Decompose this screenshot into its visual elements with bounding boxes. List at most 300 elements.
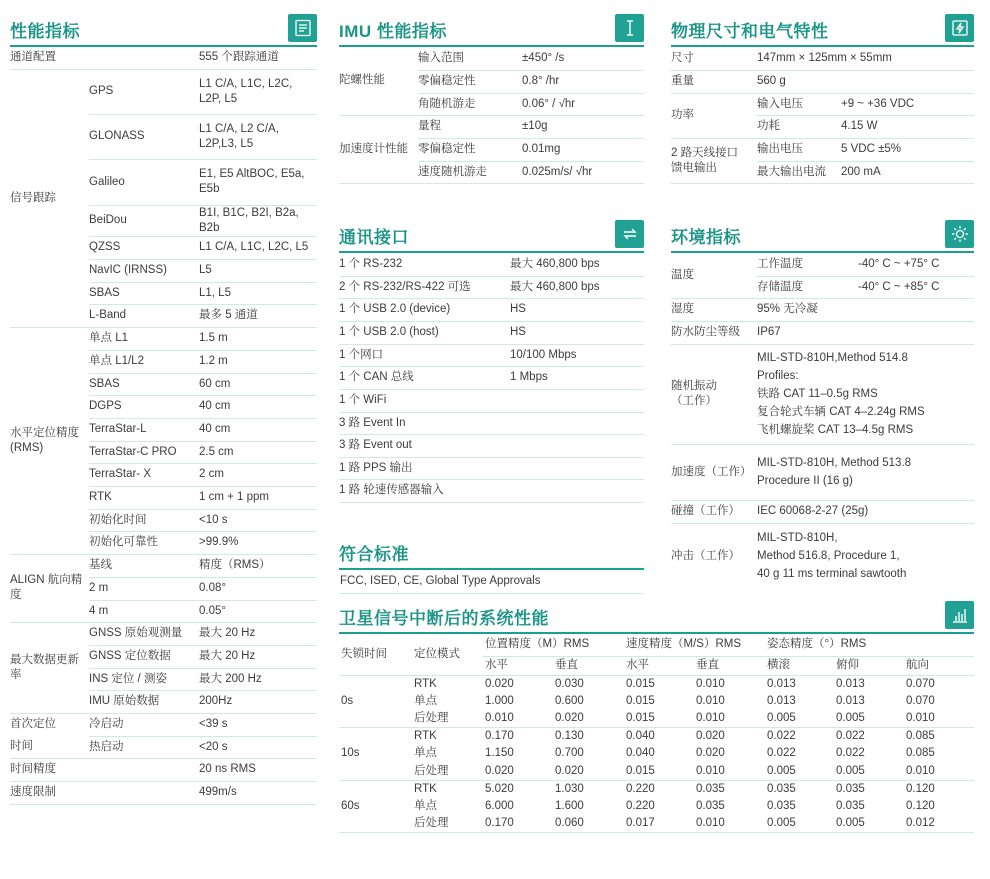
accel-value: ±10g	[522, 115, 644, 138]
temperature-name: 存储温度	[757, 276, 858, 298]
update-label: 最大数据更新率	[10, 622, 89, 713]
update-value: 最大 200 Hz	[199, 668, 317, 690]
value-cell: 0.035	[767, 799, 796, 812]
power-value: 4.15 W	[841, 115, 974, 138]
performance-header	[10, 10, 317, 47]
comms-value	[510, 479, 644, 502]
gyro-value: 0.8° /hr	[522, 70, 644, 93]
comms-value: HS	[510, 321, 644, 344]
first-fix-label: 首次定位	[10, 718, 56, 731]
align-name: 2 m	[89, 577, 199, 600]
environment-header	[671, 216, 974, 253]
comms-value: 最大 460,800 bps	[510, 276, 644, 298]
ip-label: 防水防尘等级	[671, 321, 757, 344]
gyro-name: 角随机游走	[418, 93, 522, 115]
comms-value	[510, 434, 644, 457]
first-fix-name: 热启动	[89, 736, 199, 758]
ip-value: IP67	[757, 321, 974, 344]
gyro-name: 输入范围	[418, 47, 522, 70]
outage-table	[339, 634, 974, 833]
value-cell: 0.010	[904, 710, 974, 728]
environment-title: 环境指标	[671, 228, 741, 247]
bump-label: 碰撞（工作）	[671, 500, 757, 523]
horizontal-name: RTK	[89, 486, 199, 509]
update-value: 200Hz	[199, 690, 317, 713]
value-cell: 1.030	[555, 782, 584, 795]
heading-header: 航向	[904, 656, 974, 675]
physical-title: 物理尺寸和电气特性	[671, 22, 829, 41]
horizontal-value: >99.9%	[199, 531, 317, 554]
shock-value	[757, 523, 974, 589]
value-cell: 0.120	[906, 799, 935, 812]
antenna-value: 200 mA	[841, 161, 974, 183]
comms-name: 1 个网口	[339, 344, 510, 366]
table-row	[671, 253, 974, 276]
environment-section	[671, 216, 974, 589]
table-row	[339, 479, 644, 502]
comms-name: 1 个 RS-232	[339, 253, 510, 276]
compliance-section	[339, 534, 644, 594]
antenna-value: 5 VDC ±5%	[841, 138, 974, 161]
comms-name: 3 路 Event out	[339, 434, 510, 457]
value-cell: 0.600	[555, 694, 584, 707]
mode-cell: 后处理	[412, 815, 483, 833]
document-lines-icon	[288, 14, 317, 42]
horizontal-label: 水平定位精度 (RMS)	[10, 327, 89, 554]
size-value: 147mm × 125mm × 55mm	[757, 47, 974, 70]
channels-label: 通道配置	[10, 47, 199, 69]
acceleration-line: MIL-STD-810H, Method 513.8	[757, 457, 912, 469]
lock-time-cell: 60s	[339, 780, 412, 833]
vibration-line: 复合轮式车辆 CAT 4–2.24g RMS	[757, 406, 925, 418]
update-value: 最大 20 Hz	[199, 645, 317, 668]
value-cell: 0.020	[553, 763, 624, 781]
value-cell: 0.035	[696, 782, 725, 795]
vibration-line: MIL-STD-810H,Method 514.8	[757, 352, 908, 364]
table-row	[339, 434, 644, 457]
att-header: 姿态精度（°）RMS	[765, 634, 974, 656]
align-name: 基线	[89, 554, 199, 577]
table-row	[339, 693, 974, 711]
value-cell: 0.085	[906, 747, 935, 760]
value-cell: 0.010	[694, 710, 765, 728]
value-cell: 0.013	[836, 694, 865, 707]
value-cell: 0.040	[626, 730, 655, 742]
outage-title: 卫星信号中断后的系统性能	[339, 609, 549, 628]
tracking-value: L5	[199, 259, 317, 282]
physical-table	[671, 47, 974, 184]
table-row	[671, 444, 974, 500]
tracking-value: E1, E5 AltBOC, E5a, E5b	[199, 159, 317, 205]
value-cell: 0.022	[767, 747, 796, 760]
value-cell: 0.700	[555, 747, 584, 760]
horizontal-value: 2 cm	[199, 463, 317, 486]
lightning-icon	[945, 14, 974, 42]
value-cell: 0.035	[696, 799, 725, 812]
update-name: GNSS 原始观测量	[89, 622, 199, 645]
tracking-name: L-Band	[89, 304, 199, 327]
tracking-value: L1 C/A, L2 C/A, L2P,L3, L5	[199, 114, 317, 159]
accel-name: 零偏稳定性	[418, 138, 522, 161]
value-cell: 0.013	[836, 677, 865, 690]
antenna-label	[671, 138, 757, 183]
table-row	[339, 389, 644, 412]
value-cell: 0.010	[483, 710, 553, 728]
outage-header	[339, 598, 974, 634]
value-cell: 0.010	[696, 677, 725, 690]
value-cell: 0.020	[485, 677, 514, 690]
tracking-name: NavIC (IRNSS)	[89, 259, 199, 282]
value-cell: 0.010	[694, 763, 765, 781]
table-row	[671, 523, 974, 589]
table-row	[671, 70, 974, 93]
weight-label: 重量	[671, 70, 757, 93]
tracking-name: GPS	[89, 69, 199, 114]
humidity-label: 湿度	[671, 298, 757, 321]
gyro-name: 零偏稳定性	[418, 70, 522, 93]
value-cell: 0.013	[767, 677, 796, 690]
vibration-label-line1: 随机振动	[671, 380, 717, 392]
power-value: +9 ~ +36 VDC	[841, 93, 974, 115]
table-row	[339, 763, 974, 781]
tracking-name: QZSS	[89, 236, 199, 259]
horizontal-value: 1.2 m	[199, 350, 317, 373]
mode-cell: RTK	[414, 677, 437, 690]
horizontal-name: DGPS	[89, 395, 199, 418]
table-row	[339, 276, 644, 298]
lock-time-cell: 0s	[339, 675, 412, 728]
table-row	[10, 69, 317, 114]
bump-value: IEC 60068-2-27 (25g)	[757, 500, 974, 523]
acceleration-label: 加速度（工作）	[671, 444, 757, 500]
table-row	[339, 728, 974, 746]
table-row	[339, 366, 644, 389]
value-cell: 0.020	[696, 730, 725, 742]
horizontal-name: 初始化时间	[89, 509, 199, 531]
horizontal-value: 1 cm + 1 ppm	[199, 486, 317, 509]
accel-name: 速度随机游走	[418, 161, 522, 183]
horizontal-name: TerraStar-C PRO	[89, 441, 199, 463]
value-cell: 0.015	[626, 694, 655, 707]
horizontal-name: 单点 L1/L2	[89, 350, 199, 373]
outage-body	[339, 675, 974, 833]
table-row	[339, 710, 974, 728]
vibration-value	[757, 344, 974, 444]
horizontal-value: <10 s	[199, 509, 317, 531]
antenna-label-line1: 2 路天线接口	[671, 146, 739, 159]
mode-cell: 单点	[414, 799, 437, 812]
physical-header	[671, 10, 974, 47]
tracking-name: BeiDou	[89, 205, 199, 236]
tracking-value: 最多 5 通道	[199, 304, 317, 327]
tracking-name: Galileo	[89, 159, 199, 205]
value-cell: 0.022	[836, 730, 865, 742]
power-name: 功耗	[757, 115, 841, 138]
table-row	[671, 138, 974, 161]
table-row	[671, 500, 974, 523]
first-fix-value: <39 s	[199, 713, 317, 736]
comms-section	[339, 216, 644, 503]
pitch-header: 俯仰	[834, 656, 904, 675]
lock-time-cell: 10s	[339, 728, 412, 781]
comms-name: 1 个 CAN 总线	[339, 366, 510, 389]
value-cell: 0.005	[834, 815, 904, 833]
value-cell: 1.150	[485, 747, 514, 760]
lock-time-header: 失锁时间	[339, 634, 412, 675]
table-row	[339, 47, 644, 70]
value-cell: 0.010	[694, 815, 765, 833]
value-cell: 0.005	[834, 710, 904, 728]
humidity-value: 95% 无冷凝	[757, 298, 974, 321]
tracking-value: L1 C/A, L1C, L2C, L2P, L5	[199, 69, 317, 114]
mode-cell: 单点	[414, 694, 437, 707]
table-row	[339, 412, 644, 434]
comms-value: 最大 460,800 bps	[510, 253, 644, 276]
sun-icon	[945, 220, 974, 248]
antenna-name: 输出电压	[757, 138, 841, 161]
accel-name: 量程	[418, 115, 522, 138]
table-row	[10, 781, 317, 804]
mode-cell: 后处理	[412, 710, 483, 728]
size-label: 尺寸	[671, 47, 757, 70]
imu-section	[339, 10, 644, 184]
value-cell: 6.000	[485, 799, 514, 812]
mode-cell: RTK	[414, 730, 437, 742]
horizontal-name: 初始化可靠性	[89, 531, 199, 554]
comms-value: HS	[510, 298, 644, 321]
compliance-text: FCC, ISED, CE, Global Type Approvals	[339, 570, 644, 594]
align-label: ALIGN 航向精度	[10, 554, 89, 622]
table-row	[10, 736, 317, 758]
imu-table	[339, 47, 644, 184]
gyro-value: 0.06° / √hr	[522, 93, 644, 115]
tracking-value: B1I, B1C, B2I, B2a, B2b	[199, 205, 317, 236]
value-cell: 5.020	[485, 782, 514, 795]
value-cell: 0.005	[765, 815, 834, 833]
horizontal-name: TerraStar-L	[89, 418, 199, 441]
value-cell: 0.070	[906, 694, 935, 707]
table-row	[339, 344, 644, 366]
comms-value: 1 Mbps	[510, 366, 644, 389]
value-cell: 0.012	[904, 815, 974, 833]
value-cell: 0.120	[906, 782, 935, 795]
table-row	[339, 780, 974, 798]
temperature-name: 工作温度	[757, 253, 858, 276]
acceleration-value	[757, 444, 974, 500]
mode-cell: 单点	[414, 747, 437, 760]
vel-h-header: 水平	[624, 656, 694, 675]
performance-table	[10, 47, 317, 805]
outage-section	[339, 598, 974, 833]
update-name: IMU 原始数据	[89, 690, 199, 713]
table-row	[10, 758, 317, 781]
vel-header: 速度精度（M/S）RMS	[624, 634, 765, 656]
value-cell: 0.220	[626, 799, 655, 812]
comms-name: 3 路 Event In	[339, 412, 510, 434]
value-cell: 0.030	[555, 677, 584, 690]
speed-limit-label: 速度限制	[10, 781, 199, 804]
compliance-title: 符合标准	[339, 545, 409, 564]
compliance-header	[339, 534, 644, 570]
value-cell: 0.022	[767, 730, 796, 742]
align-value: 0.05°	[199, 600, 317, 622]
vibration-line: Profiles:	[757, 370, 799, 382]
table-row	[339, 675, 974, 693]
comms-value: 10/100 Mbps	[510, 344, 644, 366]
first-fix-value: <20 s	[199, 736, 317, 758]
comms-name: 1 路 轮速传感器输入	[339, 479, 510, 502]
text-cursor-icon	[615, 14, 644, 42]
time-accuracy-label: 时间精度	[10, 758, 199, 781]
value-cell: 0.220	[626, 782, 655, 795]
tracking-name: GLONASS	[89, 114, 199, 159]
mode-cell: 后处理	[412, 763, 483, 781]
gyro-label: 陀螺性能	[339, 47, 418, 115]
comms-title: 通讯接口	[339, 228, 409, 247]
table-row	[671, 321, 974, 344]
mode-cell: RTK	[414, 782, 437, 795]
table-row	[339, 745, 974, 763]
physical-section	[671, 10, 974, 184]
comms-value	[510, 389, 644, 412]
table-row	[10, 327, 317, 350]
align-value: 0.08°	[199, 577, 317, 600]
shock-label: 冲击（工作）	[671, 549, 740, 562]
table-row	[339, 457, 644, 479]
imu-title: IMU 性能指标	[339, 22, 447, 41]
value-cell: 0.020	[696, 747, 725, 760]
environment-table	[671, 253, 974, 589]
value-cell: 0.020	[553, 710, 624, 728]
shock-line: Method 516.8, Procedure 1,	[757, 550, 900, 563]
value-cell: 0.130	[555, 730, 584, 742]
comms-name: 1 个 WiFi	[339, 389, 510, 412]
align-value: 精度（RMS）	[199, 554, 317, 577]
pos-h-header: 水平	[483, 656, 553, 675]
horizontal-name: SBAS	[89, 373, 199, 395]
imu-header	[339, 10, 644, 47]
value-cell: 0.035	[836, 782, 865, 795]
comms-name: 1 个 USB 2.0 (device)	[339, 298, 510, 321]
comms-header	[339, 216, 644, 253]
accel-value: 0.01mg	[522, 138, 644, 161]
align-name: 4 m	[89, 600, 199, 622]
pos-v-header: 垂直	[553, 656, 624, 675]
comms-value	[510, 457, 644, 479]
value-cell: 0.015	[624, 763, 694, 781]
shock-line: 40 g 11 ms terminal sawtooth	[757, 568, 907, 581]
value-cell: 0.005	[765, 763, 834, 781]
value-cell: 0.015	[624, 710, 694, 728]
table-row	[339, 634, 974, 656]
value-cell: 0.020	[483, 763, 553, 781]
bar-chart-icon	[945, 601, 974, 629]
table-row	[339, 298, 644, 321]
value-cell: 0.022	[836, 747, 865, 760]
time-accuracy-value: 20 ns RMS	[199, 758, 317, 781]
value-cell: 0.035	[767, 782, 796, 795]
performance-title: 性能指标	[10, 22, 80, 41]
table-row	[10, 554, 317, 577]
value-cell: 0.015	[626, 677, 655, 690]
first-fix-label-2: 时间	[10, 736, 89, 758]
tracking-label: 信号跟踪	[10, 69, 89, 327]
table-row	[339, 115, 644, 138]
update-value: 最大 20 Hz	[199, 622, 317, 645]
value-cell: 0.005	[765, 710, 834, 728]
table-row	[671, 93, 974, 115]
swap-arrows-icon	[615, 220, 644, 248]
value-cell: 0.017	[624, 815, 694, 833]
value-cell: 0.040	[626, 747, 655, 760]
horizontal-value: 1.5 m	[199, 327, 317, 350]
update-name: INS 定位 / 测姿	[89, 668, 199, 690]
pos-header: 位置精度（M）RMS	[483, 634, 624, 656]
comms-table	[339, 253, 644, 503]
value-cell: 0.010	[904, 763, 974, 781]
antenna-name: 最大输出电流	[757, 161, 841, 183]
table-row	[671, 344, 974, 444]
temperature-label: 温度	[671, 253, 757, 298]
table-row	[339, 253, 644, 276]
tracking-name: SBAS	[89, 282, 199, 304]
temperature-value: -40° C ~ +75° C	[858, 253, 974, 276]
roll-header: 横滚	[765, 656, 834, 675]
value-cell: 0.170	[485, 730, 514, 742]
table-row	[671, 47, 974, 70]
value-cell: 0.010	[696, 694, 725, 707]
weight-value: 560 g	[757, 70, 974, 93]
value-cell: 0.085	[906, 730, 935, 742]
value-cell: 0.013	[767, 694, 796, 707]
horizontal-name: 单点 L1	[89, 327, 199, 350]
vibration-label-line2: （工作）	[671, 395, 717, 407]
power-label: 功率	[671, 93, 757, 138]
power-name: 输入电压	[757, 93, 841, 115]
table-row	[10, 47, 317, 69]
horizontal-value: 40 cm	[199, 395, 317, 418]
table-row	[10, 713, 317, 736]
mode-header: 定位模式	[412, 634, 483, 675]
value-cell: 0.170	[483, 815, 553, 833]
speed-limit-value: 499m/s	[199, 781, 317, 804]
table-row	[671, 298, 974, 321]
horizontal-value: 2.5 cm	[199, 441, 317, 463]
first-fix-name: 冷启动	[89, 713, 199, 736]
update-name: GNSS 定位数据	[89, 645, 199, 668]
performance-section	[10, 10, 317, 805]
acceleration-line: Procedure II (16 g)	[757, 475, 853, 487]
value-cell: 1.000	[485, 694, 514, 707]
vibration-line: 铁路 CAT 11–0.5g RMS	[757, 388, 878, 400]
horizontal-name: TerraStar- X	[89, 463, 199, 486]
accel-label: 加速度计性能	[339, 115, 418, 183]
horizontal-value: 40 cm	[199, 418, 317, 441]
horizontal-value: 60 cm	[199, 373, 317, 395]
vibration-label	[671, 344, 757, 444]
table-row	[339, 815, 974, 833]
comms-name: 1 个 USB 2.0 (host)	[339, 321, 510, 344]
value-cell: 0.005	[834, 763, 904, 781]
comms-name: 2 个 RS-232/RS-422 可选	[339, 276, 510, 298]
comms-value	[510, 412, 644, 434]
vel-v-header: 垂直	[694, 656, 765, 675]
gyro-value: ±450° /s	[522, 47, 644, 70]
value-cell: 0.070	[906, 677, 935, 690]
comms-name: 1 路 PPS 输出	[339, 457, 510, 479]
tracking-value: L1, L5	[199, 282, 317, 304]
value-cell: 1.600	[555, 799, 584, 812]
